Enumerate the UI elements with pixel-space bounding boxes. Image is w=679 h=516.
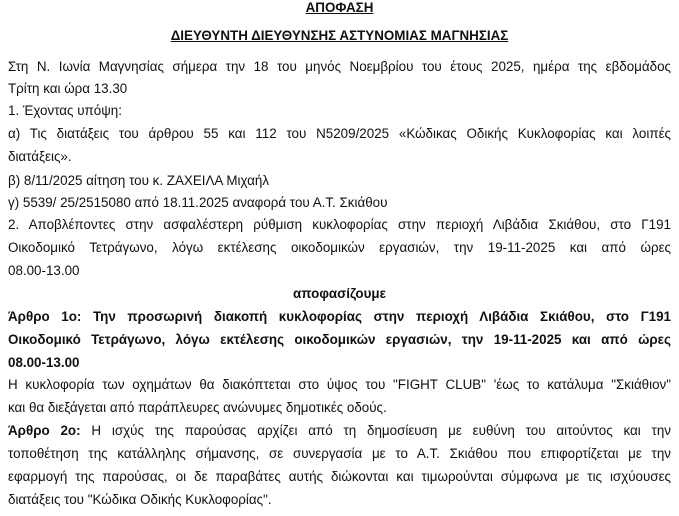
considering-item: α) Τις διατάξεις του άρθρου 55 και 112 του Ν5209/2025 «Κώδικας Οδικής Κυκλοφορίας και λοιπές bbox=[8, 126, 671, 141]
aim-line: 08.00-13.00 bbox=[8, 263, 80, 278]
considering-item: γ) 5539/ 25/2515080 από 18.11.2025 αναφορά του Α.Τ. Σκιάθου bbox=[8, 195, 388, 210]
document-subtitle: ΔΙΕΥΘΥΝΤΗ ΔΙΕΥΘΥΝΣΗΣ ΑΣΤΥΝΟΜΙΑΣ ΜΑΓΝΗΣΙΑΣ bbox=[170, 28, 509, 43]
considering-item: διατάξεις». bbox=[8, 149, 72, 164]
article1-line: Άρθρο 1ο: Την προσωρινή διακοπή κυκλοφορίας στην περιοχή Λιβάδια Σκιάθου, στο Γ191 bbox=[8, 309, 671, 324]
considering-item: β) 8/11/2025 αίτηση του κ. ΖΑΧΕΙΛΑ Μιχαήλ bbox=[8, 173, 270, 188]
traffic-line: και θα διεξάγεται από παράπλευρες ανώνυμες δημοτικές οδούς. bbox=[8, 400, 387, 415]
intro-line: Στη Ν. Ιωνία Μαγνησίας σήμερα την 18 του μηνός Νοεμβρίου του έτους 2025, ημέρα της εβδομάδος bbox=[8, 59, 671, 74]
article2-line: διατάξεις του "Κώδικα Οδικής Κυκλοφορίας". bbox=[8, 492, 272, 507]
article1-line: 08.00-13.00 bbox=[8, 355, 80, 370]
article2-line: τοποθέτηση της κατάλληλης σήμανσης, σε συνεργασία με το Α.Τ. Σκιάθου που επιφορτίζεται με την bbox=[8, 446, 671, 461]
aim-line: 2. Αποβλέποντες στην ασφαλέστερη ρύθμιση κυκλοφορίας στην περιοχή Λιβάδια Σκιάθου, στο Γ191 bbox=[8, 217, 671, 232]
article1-line: Οικοδομικό Τετράγωνο, λόγω εκτέλεσης οικοδομικών εργασιών, την 19-11-2025 και από ώρες bbox=[8, 332, 671, 347]
intro-line: Τρίτη και ώρα 13.30 bbox=[8, 81, 128, 96]
document-title: ΑΠΟΦΑΣΗ bbox=[305, 0, 374, 15]
aim-line: Οικοδομικό Τετράγωνο, λόγω εκτέλεσης οικοδομικών εργασιών, την 19-11-2025 και από ώρες bbox=[8, 240, 671, 255]
traffic-line: Η κυκλοφορία των οχημάτων θα διακόπτεται στο ύψος του "FIGHT CLUB" 'έως το κατάλυμα "Σκιάθιον" bbox=[8, 377, 671, 392]
considering-heading: 1. Έχοντας υπόψη: bbox=[8, 103, 122, 118]
article2-label: Άρθρο 2ο: bbox=[8, 423, 81, 438]
article2-line: εφαρμογή της παρούσας, οι δε παραβάτες αυτής διώκονται και τιμωρούνται σύμφωνα με τις ισχύουσες bbox=[8, 469, 671, 484]
decide-heading: αποφασίζουμε bbox=[293, 286, 386, 301]
article2-text: Η ισχύς της παρούσας αρχίζει από τη δημοσίευση με ευθύνη του αιτούντος και την bbox=[80, 423, 671, 438]
article2-first-line bbox=[8, 423, 671, 439]
